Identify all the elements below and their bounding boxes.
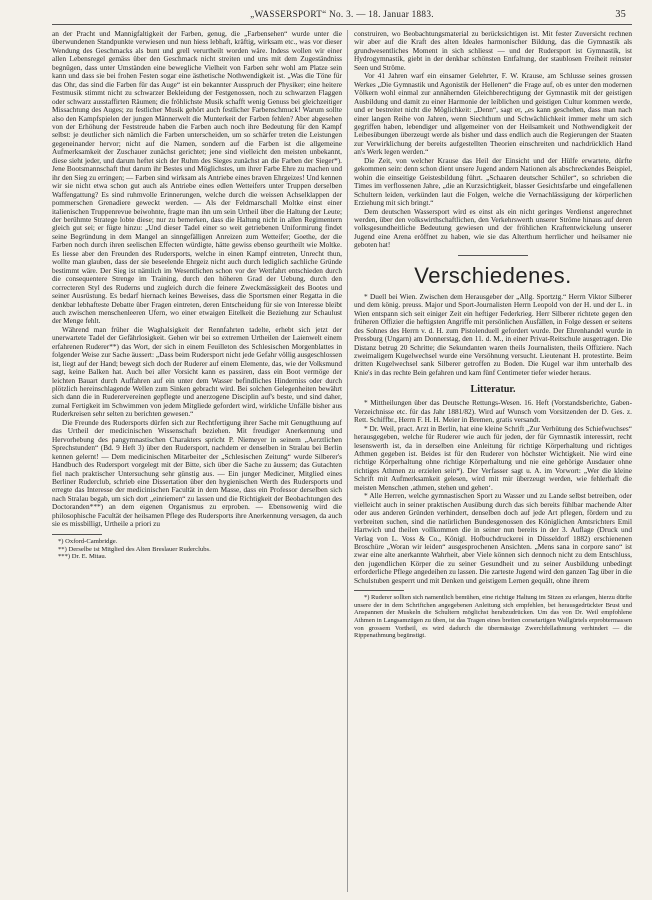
section-title-litteratur: Litteratur. xyxy=(470,384,516,396)
right-paragraph: construiren, wo Beobachtungsmaterial zu berücksichtigen ist. Mit fester Zuversicht rechnen wir aber auf die Kraft des alten Ideales harmonischer Bildung, das die Gymnastik als grundwesentliches Moment in sich schliesst — und der Rudersport ist Gymnastik, ist Hydrogymnastik, giebt in der denkbar schönsten Entfaltung, der staublosen Freiheit reinster Seen und Ströme. xyxy=(354,30,632,72)
column-divider xyxy=(347,30,348,892)
page-number: 35 xyxy=(615,9,626,20)
header-rule xyxy=(52,24,632,25)
left-column xyxy=(52,30,342,892)
section-title-verschiedenes: Verschiedenes. xyxy=(414,262,572,288)
news-item: * Duell bei Wien. Zwischen dem Herausgeber der „Allg. Sportztg.“ Herrn Viktor Silberer und dem könig. preuss. Major und Sport-Journalisten Herrn Leopold von der H. und der L. in Wien entspann sich seit einiger Zeit ein heftiger Federkrieg. Herr Silberer richtete gegen den früheren Offizier die heftigsten Angriffe mit persönlichen Ausfällen, in Folge dessen er seitens des Sohnes des Herrn v. d. H. zum Pistolenduell gefordert wurde. Der Ehrenhandel wurde in Pressburg (Ungarn) am Donnerstag, den 11. d. M., in einer Privat-Reitschule ausgetragen. Die Distanz betrug 20 Schritte; die Sekundanten waren theils Journalisten, theils Offiziere. Nach zweimaligem Kugelwechsel wurde eine Versöhnung versucht. Lieutenant H. protestirte. Beim dritten Kugelwechsel sank Silberer getroffen zu Boden. Die Kugel war ihm unterhalb des Knie's in das rechte Bein gefahren und kam fünf Centimeter tiefer wieder heraus. xyxy=(354,291,632,377)
left-paragraph: Während man früher die Waghalsigkeit der Rennfahrten tadelte, erhebt sich jetzt der unerwartete Tadel der Gefährlosigkeit. Gehen wir bei so extremen Urtheilen der Laienwelt einem erfahrenen Ruderer**) das Wort, der sich in einem Feuilleton des Schlesischen Morgenblattes in folgender Weise zur Sache äussert: „Dass beim Rudersport nicht jede Gefahr völlig ausgeschlossen ist, liegt auf der Hand; bewegt sich doch der Ruderer auf einem Elemente, das, wie der Volksmund sagt, keine Balken hat. Auch bei aller Vorsicht kann es passiren, dass ein Boot vermöge der leichten Bauart durch Auffahren auf ein unter dem Wasser befindliches Hinderniss oder durch plötzlich hereinschlagende Wellen zum Sinken gebracht wird. Bei solchen Gelegenheiten bewährt sich dann die in Ruderervereinen gepflegte und anerzogene Disciplin auf's beste, und sind daher, zumal Fertigkeit im Schwimmen von jedem Mitgliede gefordert wird, wirkliche Unfälle bisher aus Ruderkreisen sehr selten zu berichten gewesen.“ xyxy=(52,324,342,419)
running-title: „WASSERSPORT“ No. 3. — 18. Januar 1883. xyxy=(250,9,434,19)
section-rule xyxy=(458,255,528,256)
literature-item: * Mittheilungen über das Deutsche Rettungs-Wesen. 16. Heft (Vorstandsberichte, Gaben-Verzeichnisse etc. für das Jahr 1881/82). Wird auf Wunsch vom Vorsitzenden der D. Ges. z. Rett. Schiffbr., Herrn F. H. H. Meier in Bremen, gratis versandt. xyxy=(354,398,632,425)
literature-item: * Dr. Weil, pract. Arzt in Berlin, hat eine kleine Schrift „Zur Verhütung des Schiefwuchses“ herausgegeben, welche für Ruderer wie auch für jeden, der für Gymnastik interessirt, recht lesenswerth ist, da in derselben eine Anleitung für richtige Körperhaltung und richtiges Athmen gegeben ist. Beides ist für den Ruderer von höchster Wichtigkeit. Nie wird eine richtige Körperhaltung ohne richtige Körperhaltung und nie eine gehörige Ausdauer ohne richtiges Athmen zu erzielen sein*). Der Verfasser sagt u. A. im Vorwort: „Wer die kleine Schrift mit Aufmerksamkeit gelesen, wird mit mir überzeugt werden, wie fehlerhaft die meisten Menschen ‚athmen, stehen und gehen‘. xyxy=(354,423,632,492)
footnote: *) Ruderer sollten sich namentlich bemühen, eine richtige Haltung im Sitzen zu erlangen, hierzu dürfte unsere der in dem Schriftchen angegebenen Anleitung sich empfehlen, bei herausgedrückter Brust und Anspannen der Muskeln die Schultern möglichst herabzudrücken. Um das von Dr. Weil empfohlene Athmen in Langsamzügen zu üben, ist das Tragen eines breiten corsetartigen Wallgürtels erprobtermassen von grossem Vortheil, es wird dadurch die übermässige Zwerchfellathmung verhindert — die Rippenathmung begünstigt. xyxy=(354,594,632,640)
page-header xyxy=(58,9,626,23)
footnote-rule xyxy=(354,590,404,591)
footnote: **) Derselbe ist Mitglied des Alten Breslauer Ruderclubs. xyxy=(58,545,211,553)
footnote-rule xyxy=(52,534,102,535)
footnote: ***) Dr. E. Mitau. xyxy=(58,553,107,561)
right-paragraph: Vor 41 Jahren warf ein einsamer Gelehrter, F. W. Krause, am Schlusse seines grossen Werkes „Die Gymnastik und Agonistik der Hellenen“ die Frage auf, ob es unter den modernen Völkern wohl einmal zur annähernden Gleichberechtigung der Gymnastik mit der geistigen Ausbildung und damit zu einer Harmonie der leiblichen und geistigen Cultur kommen werde, und er bestreitet nicht die Möglichkeit: „Denn“, sagt er, „es kann geschehen, dass man nach einer langen Reihe von Jahren, wenn Siechthum und Schwächlichkeit immer mehr um sich gegriffen haben, lebendiger und allgemeiner von der Heilsamkeit und Nothwendigkeit der Leibesübungen überzeugt werde als bisher und dass endlich auch die Regierungen der Staaten zur Verwirklichung der bereits aufgestellten Theorien einschreiten und nachdrücklich Hand an's Werk legen werden.“ xyxy=(354,71,632,157)
right-column xyxy=(354,30,632,892)
left-paragraph: Die Freunde des Rudersports dürfen sich zur Rechtfertigung ihrer Sache mit Genugthuung auf das Urtheil der medicinischen Wissenschaft beziehen. Mit freudiger Anerkennung und Hervorhebung des pangymnastischen Charakters spricht P. Niemeyer in seinem „Aerztlichen Sprechstunden“ (Bd. 9 Heft 3) über den Rudersport, nachdem er denselben in Stralau bei Berlin kennen gelernt! — Dem medicinischen Mitarbeiter der „Schlesischen Zeitung“ wurde Silberer's Handbuch des Rudersport vorgelegt mit der Bitte, sich über die Sache zu äussern; das Gutachten fiel nach praktischer Untersuchung sehr günstig aus. — Ein junger Mediciner, Mitglied eines Berliner Ruderclub, schrieb eine Dissertation über den hygienischen Werth des Rudersports und erregte das Interesse der medicinischen Facultät in dem Masse, dass ein Professor derselben sich nach Stralau begab, um sich dort „einriemen“ zu lassen und die Richtigkeit der Beobachtungen des Doctoranden***) an dem eigenen Organismus zu erproben. — Ebensowenig wird die philosophische Facultät der heilsamen Pflege des Rudersports ihre Anerkennung versagen, da auch sie es missbilligt, Urtheile a priori zu xyxy=(52,417,342,529)
left-footnotes xyxy=(52,538,342,561)
right-paragraph: Die Zeit, von welcher Krause das Heil der Einsicht und der Hülfe erwartete, dürfte gekommen sein: denn schon dient unsere Jugend andern Nationen als abschreckendes Beispiel, wohin die einseitige Geistesbildung führt. „Schaaren deutscher Schüler“, so schrieben die Times im verflossenen Jahre, „die an Kurzsichtigkeit, blasser Gesichtsfarbe und eingefallenen Schultern leiden, verkünden laut die Folgen, welche die Vernachlässigung der körperlichen Erziehung mit sich bringt.“ xyxy=(354,155,632,208)
literature-item: * Alle Herren, welche gymnastischen Sport zu Wasser und zu Lande selbst betreiben, oder vielleicht auch in seiner praktischen Ausübung durch das sich bereits fühlbar machende Alter oder aus anderen Gründen verhindert, denselben doch auf jede Art pflegen, fördern und zu verbreiten suchen, sind die natürlichen Bundesgenossen des Königlichen Amtsrichters Emil Hartwich und theilen vollkommen die in seiner nun bereits in der 3. Auflage (Druck und Verlag von L. Voss & Co., Königl. Hofbuchdruckerei in Düsseldorf 1882) erschienenen Broschüre „Woran wir leiden“ ausgesprochenen Ansichten. „Mens sana in corpore sano“ ist zwar eine alte anerkannte Wahrheit, aber Viele können sich dennoch nicht zu dem Entschluss, den jugendlichen Körper die zu seiner Gesundheit und zu seiner Ausbildung unbedingt erforderliche Pflege angedeihen zu lassen. Die zarteste Jugend wird den ganzen Tag über in die Schulstuben gesperrt und mit Denken und geistigem Lernen gequält, ohne ihrem xyxy=(354,491,632,585)
left-paragraph: an der Pracht und Mannigfaltigkeit der Farben, genug, die „Farbensehen“ wurde unter die überwundenen Standpunkte verwiesen und nun hiess lebhaft, kräftig, wirksam etc., was vor dieser Wendung des Geschmacks als bunt und grell verurtheilt worden wäre. Indess wollen wir einer allen Lebensregel gemäss über den Geschmack nicht streiten und uns mit dem Zugeständniss begnügen, dass unter Umständen eine bewegliche Vielheit von Farben sehr wohl am Platze sein kann und dass sie bei frohen Festen sogar eine ästhetische Nothwendigkeit ist. „Was die Töne für das Ohr, das sind die Farben für das Auge“ ist ein bekannter Ausspruch der Physiker; eine heitere Festmusik stimmt nicht zu schwarzer Bekleidung der Festgenossen, noch zu schwarzen Flaggen oder schwarz ausstaffirten Räumen; die fröhlichste Musik schafft wenig Genuss bei gleichzeitiger Missachtung des Auges; zu festlicher Musik gehört auch festlicher Farbenschmuck! Warum sollte also den Kampfspielen der jungen Männerwelt die Munterkeit der Farben fehlen? Aber abgesehen von der Erhöhung der Feststreude haben die Farben auch noch ihre Bedeutung für den Kampf selbst: je deutlicher sich nämlich die Farben unterscheiden, um so schärfer treten die Leistungen gegeneinander hervor; nicht auf die Namen, sondern auf die Farben ist die allgemeine Aufmerksamkeit der Zuschauer zunächst gerichtet; jene sind vielleicht den meisten unbekannt, diese sieht jeder, und darum heftet sich der Ruhm des Sieges zunächst an die Farben der Sieger*). Jene Bootsmannschaft thut darum ihr Bestes und Möglichstes, um ihrer Farbe Ehre zu machen und ihr den Sieg zu erringen; — Farben sind wirksam als Antriebe eines braven Ehrgeizes! Und kennen wir sie nicht etwa schon gut auch als Antriebe eines edlen Wetteifers unter Truppen derselben Waffengattung? Es sind ruhmvolle Erinnerungen, welche durch die weissen Achselklappen der pommerschen Grenadiere geweckt werden. — Als der Feldmarschall Moltke einst einer italienischen Truppenrevue beiwohnte, fragte man ihn um sein Urtheil über die Haltung der Leute; der berühmte Stratege lobte diese; nur zu bemerken, dass die Haltung nicht in allen Regimentern gleich gut sei; er fügte hinzu: „Und dieser Tadel einer so weit getriebenen Uniformirung findet seine Begründung in dem Mangel an sinngefälligen Anreizen zum Wetteifer; Goethe, der die Farben noch durch ihren seelischen Effecten würdigte, hätte gewiss ebenso geurtheilt wie Moltke. Es liesse aber den Freunden des Rudersports, welche in einen Kampf eintreten, Unrecht thun, wollte man glauben, dass der sie beseelende Ehrgeiz nicht auch durch lediglich sachliche Gründe bestimmt wäre. Der Sieg ist nämlich im Wesentlichen schon vor der Wettfahrt entschieden durch die consequentere Strenge im Training, durch den höheren Grad der Uebung, durch den correcteren Styl des Ruderns und zugleich durch die feinere Zweckmässigkeit des Bootes und seiner Ausrüstung. Es bedarf hiernach keines Beweises, dass die Sportsmen einer Regatta in die denkbar lebhafteste Debatte über Fragen eintreten, deren Entscheidung für sie von Interesse bleibt auch zwischen menschenleeren Ufern, wo einer etwaigen Eitelkeit die Beziehung zur Schaulust der Menge fehlt. xyxy=(52,30,342,326)
right-paragraph: Dem deutschen Wassersport wird es einst als ein nicht geringes Verdienst angerechnet werden, über den volkswirthschaftlichen, den Verkehrswerth unserer Ströme hinaus auf deren volksgesundheitliche Bedeutung gewiesen und der fröhlichen Kraftentwickelung unserer Jugend eine Arena eröffnet zu haben, wie sie das Alterthum herrlicher und heilsamer nie geboten hat! xyxy=(354,206,632,250)
footnote: *) Oxford-Cambridge. xyxy=(58,537,118,545)
